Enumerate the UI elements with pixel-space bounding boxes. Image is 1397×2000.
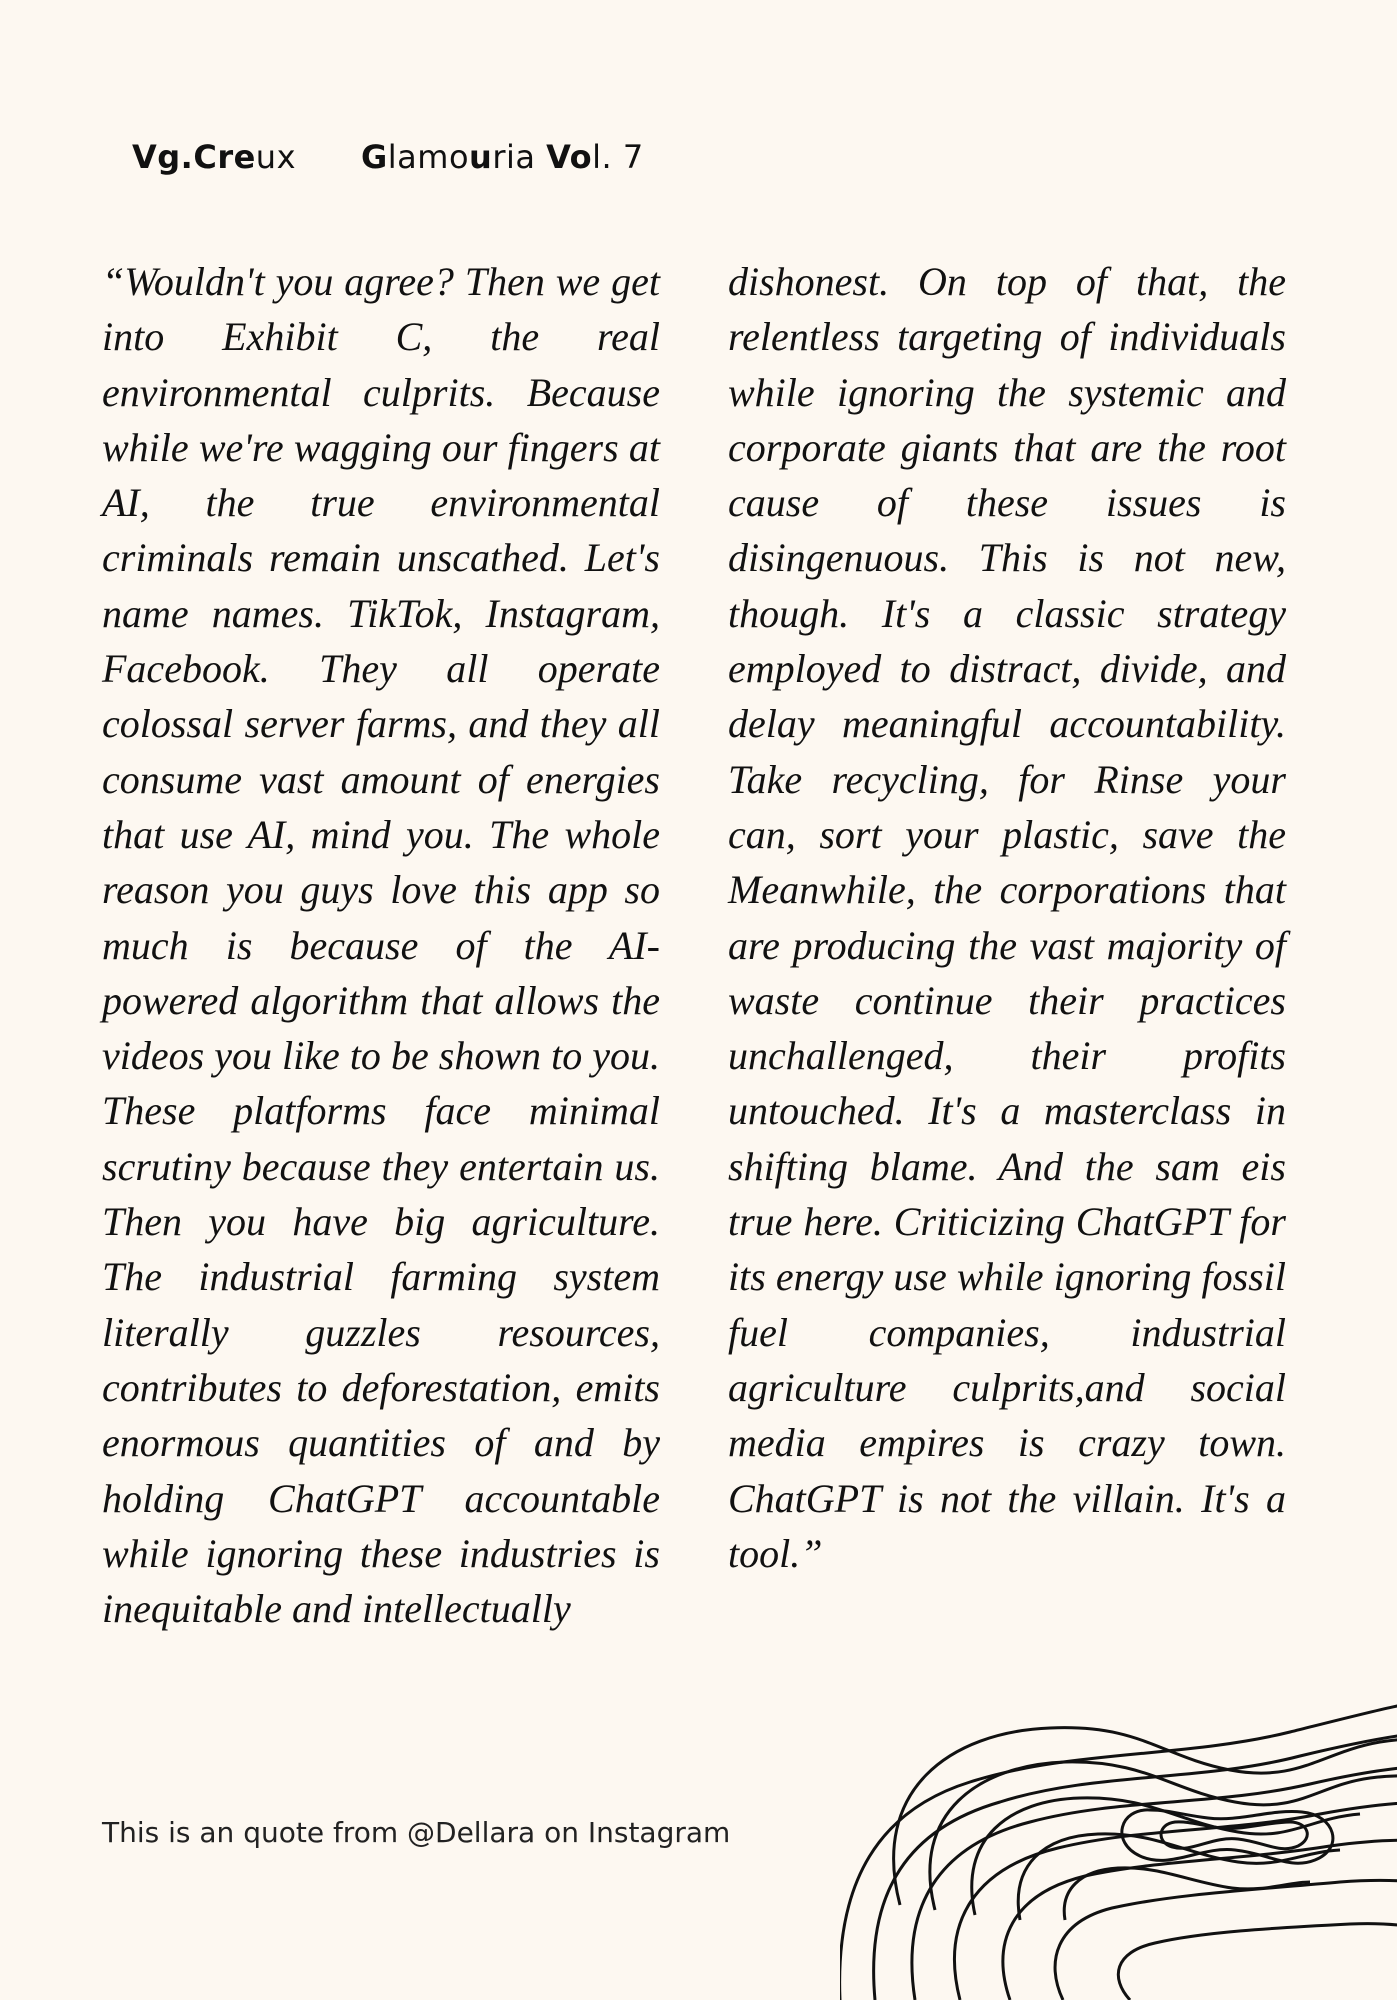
quote-right-column: dishonest. On top of that, the relentless targeting of individuals while ignoring the systemic and corporate giants that are the root cause of these issues is disingenuous. This is not new, though. It's a classic strategy employed to distract, divide, and delay meaningful accountability. Take recycling, for Rinse your can, sort your plastic, save the Meanwhile, the corporations that are producing the vast majority of waste continue their practices unchallenged, their profits untouched. It's a masterclass in shifting blame. And the sam eis true here. Criticizing ChatGPT for its energy use while ignoring fossil fuel companies, industrial agriculture culprits,and social media empires is crazy town. ChatGPT is not the villain. It's a tool.” <box>728 259 1286 1576</box>
quote-attribution: This is an quote from @Dellara on Instagram <box>102 1816 731 1849</box>
contour-swirl-icon <box>840 1560 1397 2000</box>
quote-left-column: “Wouldn't you agree? Then we get into Exhibit C, the real environmental culprits. Because while we're wagging our fingers at AI, the true environmental criminals remain unscathed. Let's name names. TikTok, Instagram, Facebook. They all operate colossal server farms, and they all consume vast amount of energies that use AI, mind you. The whole reason you guys love this app so much is because of the AI- powered algorithm that allows the videos you like to be shown to you. These platforms face minimal scrutiny because they entertain us. Then you have big agriculture. The industrial farming system literally guzzles resources, contributes to deforestation, emits enormous quantities of and by holding ChatGPT accountable while ignoring these industries is inequitable and intellectually <box>102 259 660 1632</box>
mag-part-e: a <box>515 138 547 176</box>
mag-part-c: u <box>469 138 493 176</box>
brand-name <box>132 138 296 176</box>
page-header <box>132 138 644 176</box>
brand-name-light: ux <box>255 138 297 176</box>
brand-name-bold: Vg.Cre <box>132 138 256 176</box>
magazine-title <box>361 138 644 176</box>
mag-part-f: Vo <box>546 138 593 176</box>
mag-part-g: l. 7 <box>592 138 644 176</box>
mag-part-a: G <box>361 138 388 176</box>
mag-part-b: lamo <box>387 138 470 176</box>
mag-part-d: ri <box>492 138 516 176</box>
